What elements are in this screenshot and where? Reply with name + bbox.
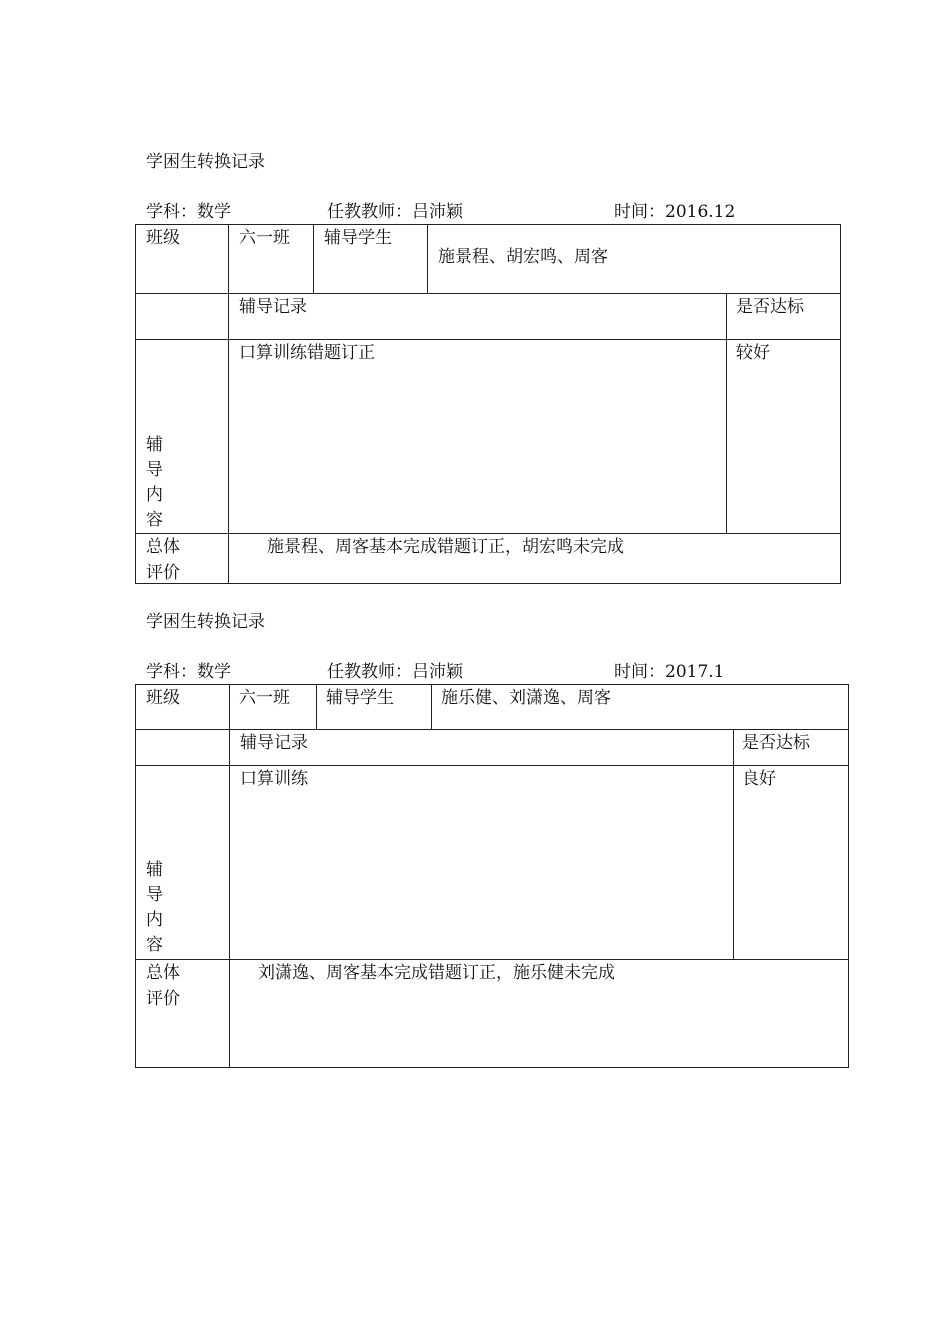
record-title: 学困生转换记录 (146, 152, 265, 172)
pass-value: 良好 (742, 769, 776, 789)
pass-label: 是否达标 (736, 297, 804, 317)
students-value: 施乐健、刘潇逸、周客 (441, 688, 611, 708)
student-label: 辅导学生 (326, 688, 394, 708)
student-label: 辅导学生 (324, 228, 392, 248)
time-label: 时间：2016.12 (614, 202, 736, 222)
class-label: 班级 (146, 688, 180, 708)
content-label: 辅导内容 (146, 435, 163, 530)
pass-value: 较好 (736, 343, 770, 363)
eval-label: 总体评价 (146, 963, 180, 1009)
teacher-label: 任教教师：吕沛颖 (327, 202, 463, 222)
eval-value: 施景程、周客基本完成错题订正，胡宏鸣未完成 (267, 537, 624, 557)
time-label: 时间：2017.1 (614, 662, 725, 682)
subject-label: 学科：数学 (146, 202, 231, 222)
class-value: 六一班 (239, 228, 290, 248)
eval-label: 总体评价 (146, 537, 180, 583)
record-title: 学困生转换记录 (146, 612, 265, 632)
class-value: 六一班 (239, 688, 290, 708)
record-label: 辅导记录 (240, 733, 308, 753)
record-label: 辅导记录 (239, 297, 307, 317)
content-value: 口算训练 (240, 769, 308, 789)
content-label: 辅导内容 (146, 860, 163, 955)
subject-label: 学科：数学 (146, 662, 231, 682)
students-value: 施景程、胡宏鸣、周客 (438, 247, 608, 267)
class-label: 班级 (146, 228, 180, 248)
content-value: 口算训练错题订正 (239, 343, 375, 363)
pass-label: 是否达标 (742, 733, 810, 753)
eval-value: 刘潇逸、周客基本完成错题订正，施乐健未完成 (258, 963, 615, 983)
teacher-label: 任教教师：吕沛颖 (327, 662, 463, 682)
